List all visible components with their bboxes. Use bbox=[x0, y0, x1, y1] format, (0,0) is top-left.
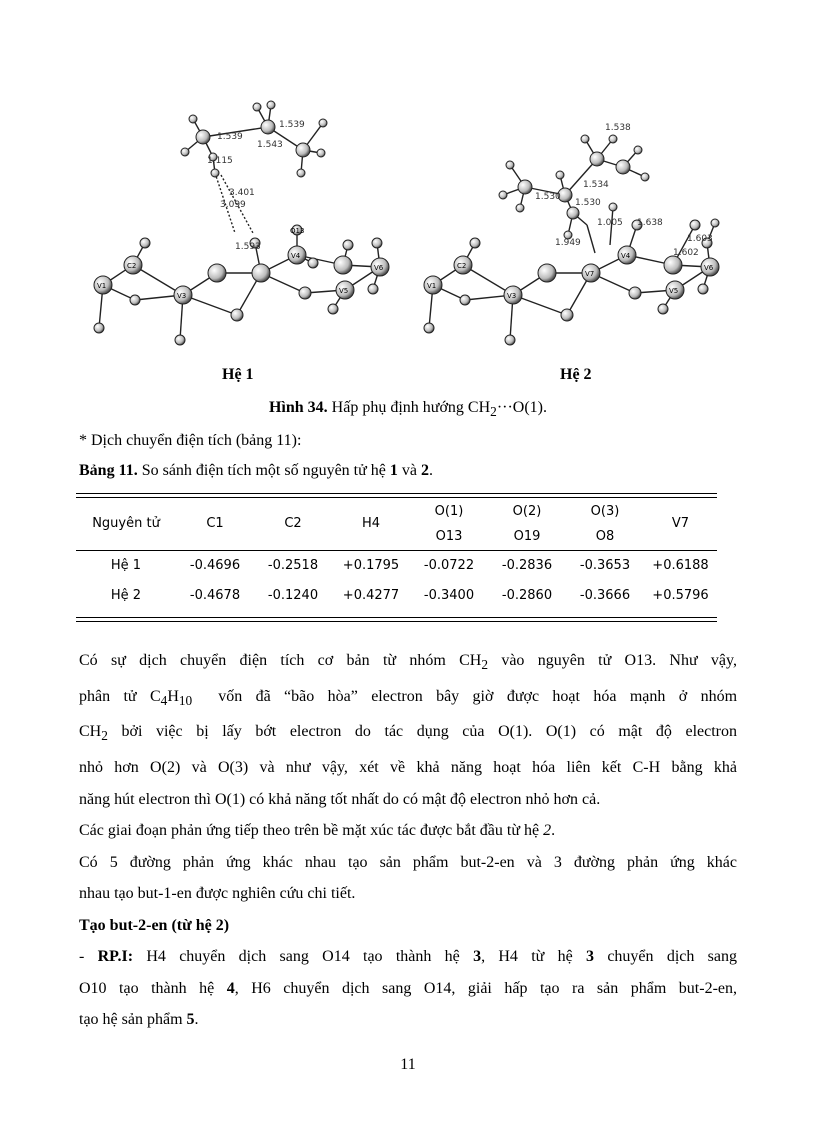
header-cell: O(1) bbox=[434, 503, 464, 519]
body-line: $CH_2$ bởi việc bị lấy bớt electron do tác dụng của O(1). O(1) có mật độ electron bbox=[79, 723, 737, 744]
table-bottom-rule bbox=[76, 617, 717, 622]
table-title-and: và bbox=[397, 462, 421, 479]
header-cell: O(3) bbox=[590, 503, 620, 519]
table-cell: -0.2518 bbox=[267, 558, 319, 573]
table-cell: +0.4277 bbox=[342, 588, 400, 603]
caption-number: Hình 34. bbox=[268, 399, 328, 416]
distance-label: 1.543 bbox=[257, 140, 283, 150]
atom-label: V3 bbox=[507, 292, 517, 300]
body-text bbox=[79, 645, 737, 1036]
header-cell: Nguyên tử bbox=[92, 516, 160, 532]
distance-label: 1.949 bbox=[555, 238, 581, 248]
row-label: Hệ 2 bbox=[110, 588, 142, 603]
distance-label: 1.593 bbox=[235, 242, 261, 252]
header-cell: O8 bbox=[595, 529, 615, 545]
atom-label: V1 bbox=[427, 282, 437, 290]
molecule-drawings bbox=[75, 95, 745, 360]
body-line: năng hút electron thì O(1) có khả năng tốt nhất do có mật độ electron nhỏ hơn cả. bbox=[79, 790, 601, 808]
atom-label: V5 bbox=[339, 287, 349, 295]
atom-label: C2 bbox=[127, 262, 137, 270]
atom-label: V6 bbox=[704, 264, 714, 272]
atom-label: V7 bbox=[585, 270, 595, 278]
header-cell: O13 bbox=[435, 529, 463, 545]
table-row bbox=[76, 581, 717, 611]
header-cell: O(2) bbox=[512, 503, 542, 519]
distance-label: 3.401 bbox=[229, 188, 255, 198]
atom-label: V3 bbox=[177, 292, 187, 300]
table-title-system: 2 bbox=[421, 462, 429, 479]
atom-label: V4 bbox=[621, 252, 631, 260]
table-cell: -0.1240 bbox=[267, 588, 319, 603]
figure-label-he-2: Hệ 2 bbox=[560, 366, 592, 383]
distance-label: 1.638 bbox=[637, 218, 663, 228]
caption-text: Hấp phụ định hướng CH bbox=[327, 399, 491, 416]
section-heading: Tạo but-2-en (từ hệ 2) bbox=[79, 916, 230, 934]
distance-label: 1.005 bbox=[597, 218, 623, 228]
figure-caption bbox=[0, 399, 816, 420]
caption-end: ···O(1). bbox=[496, 399, 548, 416]
body-line: O10 tạo thành hệ 4, H6 chuyển dịch sang O14, giải hấp tạo ra sản phẩm but-2-en, bbox=[79, 979, 737, 997]
header-cell: C2 bbox=[284, 516, 302, 532]
atom-label: V4 bbox=[291, 252, 301, 260]
distance-label: 1.539 bbox=[217, 132, 243, 142]
table-cell: -0.2860 bbox=[501, 588, 553, 603]
table-cell: -0.3653 bbox=[579, 558, 631, 573]
atom-label: V5 bbox=[669, 287, 679, 295]
intro-line: * Dịch chuyển điện tích (bảng 11): bbox=[79, 432, 302, 449]
table-cell: +0.5796 bbox=[652, 588, 709, 603]
table-cell: -0.3400 bbox=[423, 588, 475, 603]
distance-label: 1.530 bbox=[535, 192, 561, 202]
header-cell: V7 bbox=[671, 516, 690, 532]
distance-label: 1.534 bbox=[583, 180, 609, 190]
distance-label: 1.530 bbox=[575, 198, 601, 208]
table-number: Bảng 11. bbox=[79, 462, 138, 479]
distance-label: 3.099 bbox=[220, 200, 246, 210]
caption-subscript: 2 bbox=[490, 404, 497, 420]
atom-label: C2 bbox=[457, 262, 467, 270]
atom-label: V1 bbox=[97, 282, 107, 290]
table-row bbox=[76, 551, 717, 581]
table-cell: +0.1795 bbox=[342, 558, 400, 573]
table-cell: -0.0722 bbox=[423, 558, 475, 573]
table-cell: -0.4678 bbox=[189, 588, 241, 603]
distance-label: 1.602 bbox=[673, 248, 699, 258]
table-title bbox=[79, 462, 433, 480]
distance-label: 1.539 bbox=[279, 120, 305, 130]
body-line: Có sự dịch chuyển điện tích cơ bản từ nhóm $CH_2$ vào nguyên tử O13. Như vậy, bbox=[79, 652, 737, 673]
table-title-system: 1 bbox=[389, 462, 398, 479]
atom-label: V6 bbox=[374, 264, 384, 272]
table-cell: -0.2836 bbox=[501, 558, 553, 573]
header-cell: H4 bbox=[361, 516, 381, 532]
table-cell: -0.4696 bbox=[189, 558, 241, 573]
distance-label: 1.538 bbox=[605, 123, 631, 133]
table-cell: -0.3666 bbox=[579, 588, 631, 603]
body-line: Các giai đoạn phản ứng tiếp theo trên bề mặt xúc tác được bắt đầu từ hệ 2. bbox=[79, 822, 556, 840]
body-line: Có 5 đường phản ứng khác nhau tạo sản phẩm but-2-en và 3 đường phản ứng khác bbox=[79, 853, 737, 871]
body-line: phân tử $C_4H_{10}$ vốn đã “bão hòa” electron bây giờ được hoạt hóa mạnh ở nhóm bbox=[79, 687, 738, 708]
body-line: tạo hệ sản phẩm 5. bbox=[79, 1011, 199, 1029]
table-title-end: . bbox=[429, 462, 433, 479]
header-cell: C1 bbox=[206, 516, 224, 532]
page-number: 11 bbox=[400, 1056, 416, 1073]
distance-label: 1.115 bbox=[207, 156, 233, 166]
body-line: nhỏ hơn O(2) và O(3) và như vậy, xét về khả năng hoạt hóa liên kết C-H bằng khả bbox=[79, 759, 737, 777]
table-cell: +0.6188 bbox=[652, 558, 709, 573]
body-line: - RP.I: H4 chuyển dịch sang O14 tạo thành hệ 3, H4 từ hệ 3 chuyển dịch sang bbox=[79, 948, 737, 966]
row-label: Hệ 1 bbox=[110, 558, 142, 573]
atom-label: O13 bbox=[290, 227, 305, 235]
charge-table bbox=[76, 493, 717, 622]
figure-34 bbox=[75, 95, 745, 360]
distance-label: 1.603 bbox=[687, 234, 713, 244]
table-title-text: So sánh điện tích một số nguyên tử hệ bbox=[137, 462, 390, 479]
header-cell: O19 bbox=[513, 529, 541, 545]
body-line: nhau tạo but-1-en được nghiên cứu chi tiết. bbox=[79, 885, 356, 903]
figure-label-he-1: Hệ 1 bbox=[222, 366, 254, 383]
